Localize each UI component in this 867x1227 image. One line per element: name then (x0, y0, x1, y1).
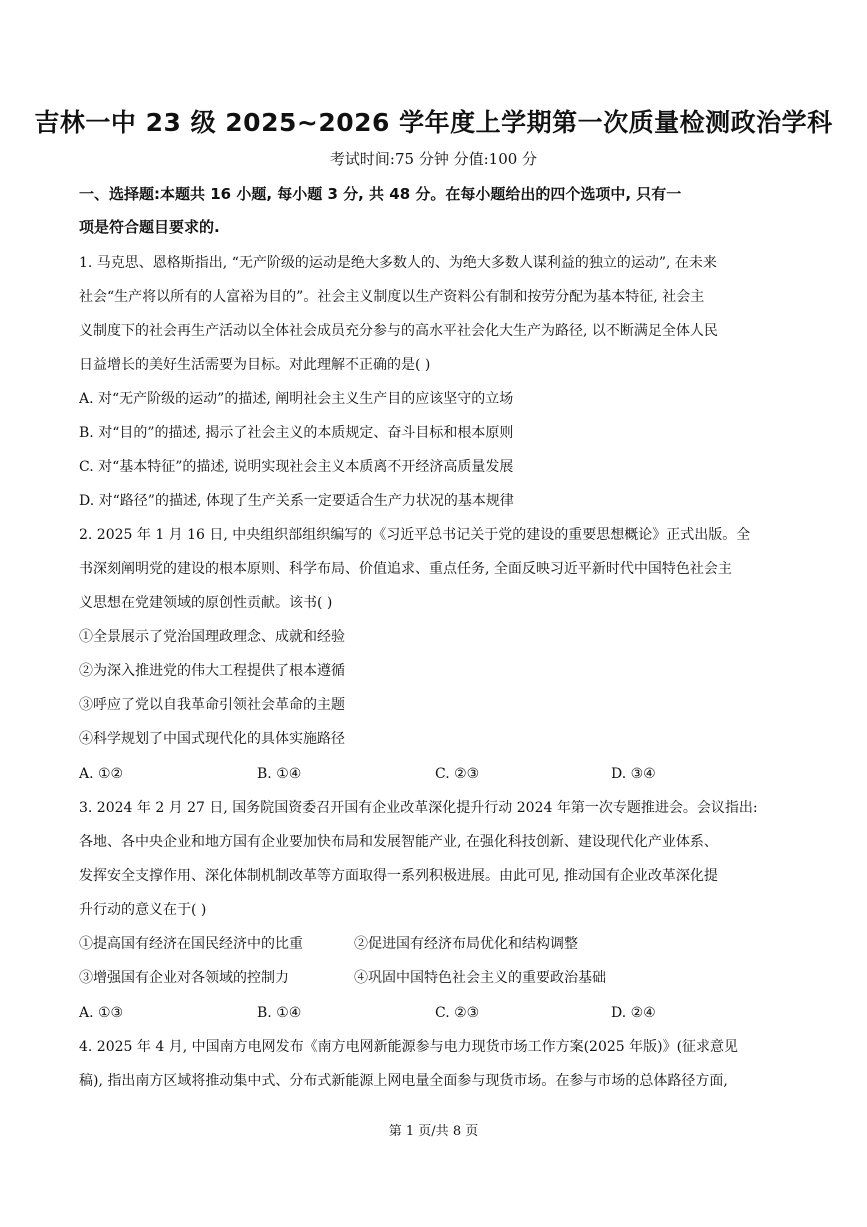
question-3-option-b: B. ①④ (257, 1005, 302, 1021)
question-3-item-3: ③增强国有企业对各领域的控制力 (79, 970, 289, 986)
question-1-text: 日益增长的美好生活需要为目标。对此理解不正确的是( ) (79, 357, 431, 373)
question-3-text: 各地、各中央企业和地方国有企业要加快布局和发展智能产业, 在强化科技创新、建设现代化产业体系、 (79, 834, 718, 850)
question-4-text: 稿), 指出南方区域将推动集中式、分布式新能源上网电量全面参与现货市场。在参与市场的总体路径方面, (79, 1073, 728, 1089)
question-2-text: 义思想在党建领域的原创性贡献。该书( ) (79, 595, 333, 611)
question-3-item-2: ②促进国有经济布局优化和结构调整 (354, 936, 578, 952)
question-2-option-a: A. ①② (79, 766, 124, 782)
section-heading-cont: 项是符合题目要求的. (79, 218, 220, 236)
question-3-text: 3. 2024 年 2 月 27 日, 国务院国资委召开国有企业改革深化提升行动 2024 年第一次专题推进会。会议指出: (79, 800, 758, 816)
question-2-item-3: ③呼应了党以自我革命引领社会革命的主题 (79, 697, 345, 713)
question-2-item-1: ①全景展示了党治国理政理念、成就和经验 (79, 629, 345, 645)
section-heading: 一、选择题:本题共 16 小题, 每小题 3 分, 共 48 分。在每小题给出的四个选项中, 只有一 (79, 185, 682, 203)
question-2-item-2: ②为深入推进党的伟大工程提供了根本遵循 (79, 663, 345, 679)
question-2-text: 书深刻阐明党的建设的根本原则、科学布局、价值追求、重点任务, 全面反映习近平新时代中国特色社会主 (79, 561, 732, 577)
question-3-option-a: A. ①③ (79, 1005, 124, 1021)
question-1-text: 1. 马克思、恩格斯指出, “无产阶级的运动是绝大多数人的、为绝大多数人谋利益的独立的运动”, 在未来 (79, 255, 717, 271)
question-1-text: 社会“生产将以所有的人富裕为目的”。社会主义制度以生产资料公有制和按劳分配为基本特征, 社会主 (79, 289, 705, 305)
question-3-items-row-2 (79, 968, 799, 988)
question-2-option-d: D. ③④ (611, 766, 656, 782)
question-1-option-d: D. 对“路径”的描述, 体现了生产关系一定要适合生产力状况的基本规律 (79, 493, 514, 509)
question-2-option-c: C. ②③ (435, 766, 480, 782)
question-2-text: 2. 2025 年 1 月 16 日, 中央组织部组织编写的《习近平总书记关于党的建设的重要思想概论》正式出版。全 (79, 527, 751, 543)
question-1-option-c: C. 对“基本特征”的描述, 说明实现社会主义本质离不开经济高质量发展 (79, 459, 514, 475)
question-1-option-b: B. 对“目的”的描述, 揭示了社会主义的本质规定、奋斗目标和根本原则 (79, 425, 514, 441)
question-2-option-b: B. ①④ (257, 766, 302, 782)
question-3-option-d: D. ②④ (611, 1005, 656, 1021)
question-1-text: 义制度下的社会再生产活动以全体社会成员充分参与的高水平社会化大生产为路径, 以不断满足全体人民 (79, 323, 718, 339)
exam-title: 吉林一中 23 级 2025~2026 学年度上学期第一次质量检测政治学科 (34, 108, 833, 137)
question-3-item-1: ①提高国有经济在国民经济中的比重 (79, 936, 303, 952)
question-3-option-c: C. ②③ (435, 1005, 480, 1021)
exam-info: 考试时间:75 分钟 分值:100 分 (329, 150, 538, 168)
question-2-options (79, 764, 799, 784)
question-3-item-4: ④巩固中国特色社会主义的重要政治基础 (354, 970, 606, 986)
question-3-text: 升行动的意义在于( ) (79, 902, 207, 918)
question-3-options (79, 1003, 799, 1023)
question-4-text: 4. 2025 年 4 月, 中国南方电网发布《南方电网新能源参与电力现货市场工作方案(2025 年版)》(征求意见 (79, 1039, 739, 1055)
page-number: 第 1 页/共 8 页 (388, 1124, 479, 1139)
question-3-text: 发挥安全支撑作用、深化体制机制改革等方面取得一系列积极进展。由此可见, 推动国有企业改革深化提 (79, 868, 718, 884)
question-2-item-4: ④科学规划了中国式现代化的具体实施路径 (79, 731, 345, 747)
question-3-items-row-1 (79, 934, 799, 954)
question-1-option-a: A. 对“无产阶级的运动”的描述, 阐明社会主义生产目的应该坚守的立场 (79, 391, 514, 407)
